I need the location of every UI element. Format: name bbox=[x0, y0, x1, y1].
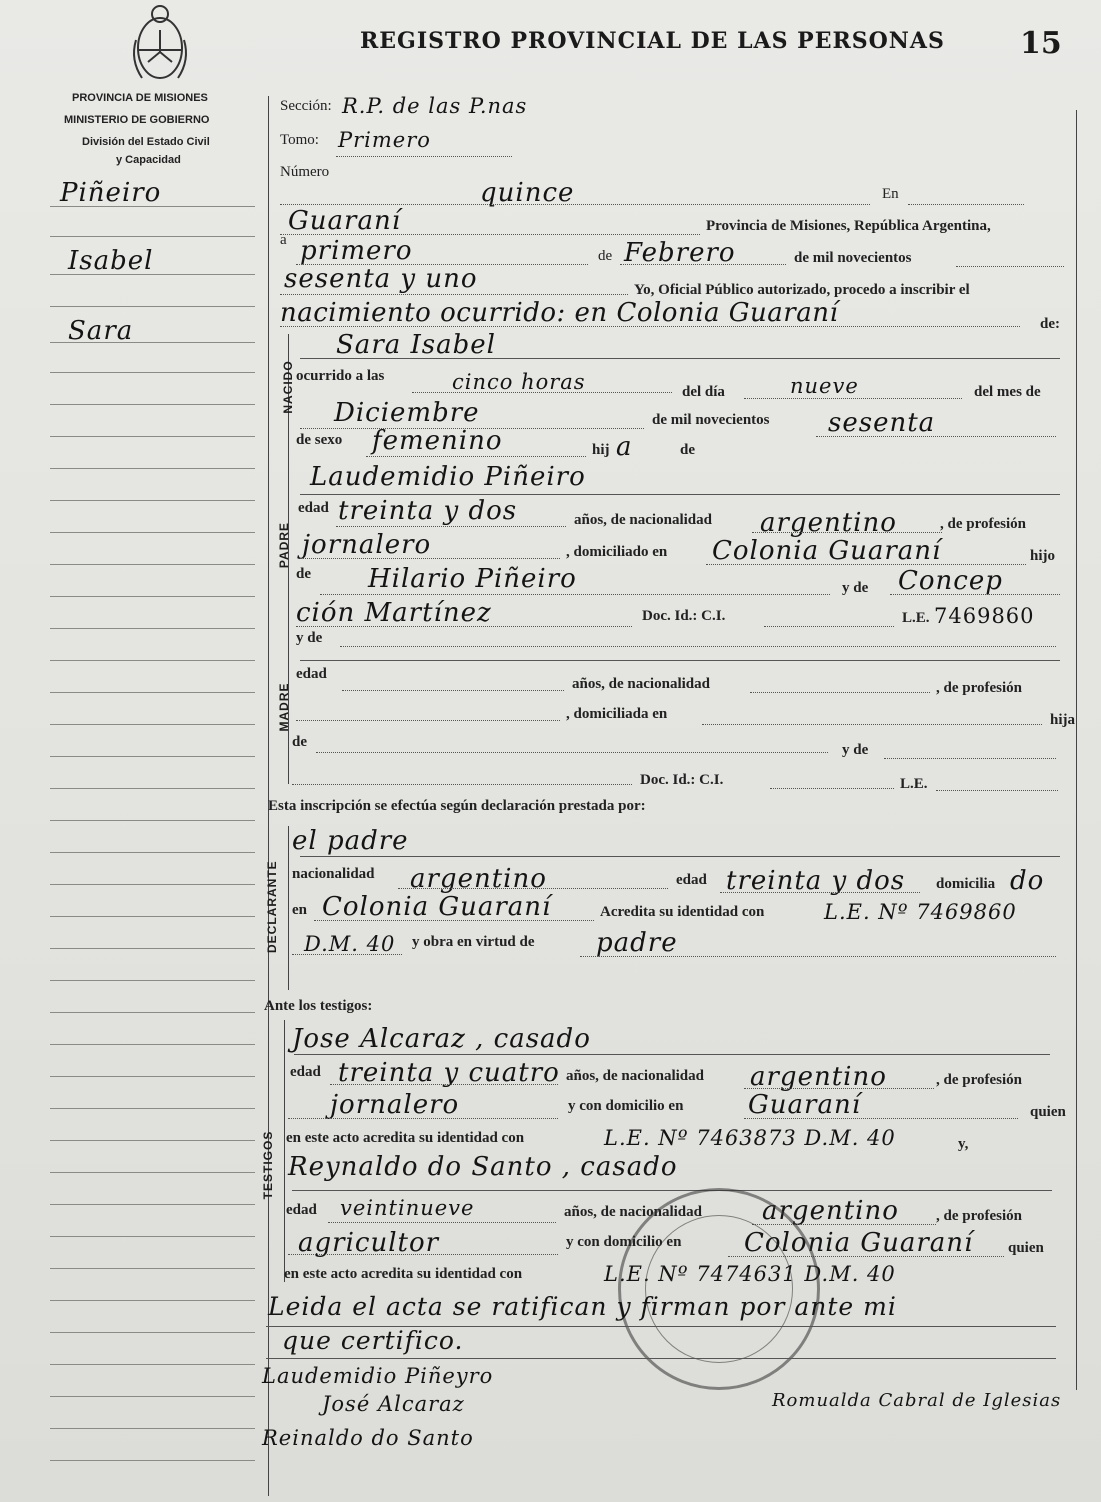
margin-name-2: Sara bbox=[68, 316, 134, 346]
madre-le-label: L.E. bbox=[900, 776, 928, 792]
padre-padre-de: Hilario Piñeiro bbox=[368, 564, 577, 594]
declarante-acredita-label: Acredita su identidad con bbox=[600, 904, 765, 920]
declarante-dom-label: domicilia bbox=[936, 876, 996, 892]
fecha-dia-value: primero bbox=[300, 236, 413, 266]
padre-nombre: Laudemidio Piñeiro bbox=[310, 462, 586, 492]
del-mes-label: del mes de bbox=[974, 384, 1041, 400]
declarante-dom-suffix: do bbox=[1010, 866, 1045, 896]
ocurrido-label: ocurrido a las bbox=[296, 368, 385, 384]
right-border bbox=[1076, 110, 1077, 1390]
madre-y-de2-label: y de bbox=[842, 742, 869, 758]
fecha-mes-value: Febrero bbox=[624, 238, 736, 268]
declarante-edad-value: treinta y dos bbox=[726, 866, 906, 896]
padre-nac-value: argentino bbox=[760, 508, 897, 538]
numero-label: Número bbox=[280, 164, 330, 180]
nacido-nombre: Sara Isabel bbox=[336, 330, 496, 360]
testigo2-edad-label: edad bbox=[286, 1202, 317, 1218]
nacido-section-label: NACIDO bbox=[281, 360, 295, 414]
padre-anios-label: años, de nacionalidad bbox=[574, 512, 712, 528]
dia-value: nueve bbox=[790, 374, 859, 398]
declarante-en-value: Colonia Guaraní bbox=[322, 892, 552, 922]
padre-dom-label: , domiciliado en bbox=[566, 544, 668, 560]
madre-anios-label: años, de nacionalidad bbox=[572, 676, 710, 692]
padre-madre-de-1: Concep bbox=[898, 566, 1003, 596]
padre-edad-label: edad bbox=[298, 500, 329, 516]
testigo1-dom: Guaraní bbox=[748, 1090, 862, 1120]
declarante-nombre: el padre bbox=[292, 826, 409, 856]
hij-label: hij bbox=[592, 442, 610, 458]
lugar-value: Guaraní bbox=[288, 206, 402, 236]
madre-de-label: de bbox=[292, 734, 307, 750]
acto-value: nacimiento ocurrido: en Colonia Guaraní bbox=[280, 298, 839, 328]
hij-de-label: de bbox=[680, 442, 695, 458]
testigo2-anios-label: años, de nacionalidad bbox=[564, 1204, 702, 1220]
padre-section-label: PADRE bbox=[277, 521, 291, 569]
numero-value: quince bbox=[480, 178, 575, 208]
testigo1-dom-label: y con domicilio en bbox=[568, 1098, 684, 1114]
testigo1-doc: L.E. Nº 7463873 D.M. 40 bbox=[604, 1126, 896, 1150]
testigo1-anios-label: años, de nacionalidad bbox=[566, 1068, 704, 1084]
anio-value: sesenta bbox=[828, 408, 936, 438]
madre-doc-label: Doc. Id.: C.I. bbox=[640, 772, 724, 788]
margin-surname: Piñeiro bbox=[60, 178, 162, 208]
padre-y-de-label: y de bbox=[842, 580, 869, 596]
yo-oficial-text: Yo, Oficial Público autorizado, procedo a inscribir el bbox=[634, 282, 970, 298]
testigo1-quien-label: quien bbox=[1030, 1104, 1066, 1120]
declarante-en-label: en bbox=[292, 902, 307, 918]
madre-hija-label: hija bbox=[1050, 712, 1076, 728]
signature-padre: Laudemidio Piñeyro bbox=[262, 1364, 494, 1388]
padre-de-label: de bbox=[296, 566, 311, 582]
testigo1-edad-label: edad bbox=[290, 1064, 321, 1080]
declarante-obra-value: padre bbox=[596, 928, 678, 958]
closing-line-1: Leida el acta se ratifican y firman por ante mi bbox=[268, 1292, 897, 1321]
closing-line-2: que certifico. bbox=[282, 1326, 464, 1355]
declarante-edad-label: edad bbox=[676, 872, 707, 888]
padre-le-value: 7469860 bbox=[934, 604, 1035, 628]
madre-dom-label: , domiciliada en bbox=[566, 706, 668, 722]
hora-value: cinco horas bbox=[452, 370, 586, 394]
org-line-2: MINISTERIO DE GOBIERNO bbox=[64, 114, 210, 126]
padre-dom-value: Colonia Guaraní bbox=[712, 536, 942, 566]
padre-hijo-label: hijo bbox=[1030, 548, 1056, 564]
testigo2-edad: veintinueve bbox=[340, 1196, 475, 1220]
testigo2-doc: L.E. Nº 7474631 D.M. 40 bbox=[604, 1262, 896, 1286]
signature-testigo-2: Reinaldo do Santo bbox=[262, 1426, 474, 1450]
testigo1-prof-label: , de profesión bbox=[936, 1072, 1022, 1088]
declarante-dm-value: D.M. 40 bbox=[304, 932, 396, 956]
declarante-acredita-value: L.E. Nº 7469860 bbox=[824, 900, 1017, 924]
mil-novecientos-text: de mil novecientos bbox=[794, 250, 912, 266]
testigo2-nombre: Reynaldo do Santo , casado bbox=[288, 1152, 678, 1182]
hij-value: a bbox=[616, 432, 633, 462]
testigo1-acredita-label: en este acto acredita su identidad con bbox=[286, 1130, 525, 1146]
margin-name-1: Isabel bbox=[68, 246, 154, 276]
testigo2-quien-label: quien bbox=[1008, 1240, 1044, 1256]
padre-prof-label: , de profesión bbox=[940, 516, 1026, 532]
testigo1-nac: argentino bbox=[750, 1062, 887, 1092]
fecha-de-label: de bbox=[598, 248, 613, 264]
fecha-anio-value: sesenta y uno bbox=[284, 264, 478, 294]
declarante-obra-label: y obra en virtud de bbox=[412, 934, 535, 950]
testigo1-y-label: y, bbox=[958, 1136, 969, 1152]
mes-value: Diciembre bbox=[334, 398, 480, 428]
org-line-4: y Capacidad bbox=[116, 154, 181, 166]
a-label: a bbox=[280, 232, 287, 248]
declarante-nac-value: argentino bbox=[410, 864, 547, 894]
declarante-section-label: DECLARANTE bbox=[265, 860, 279, 953]
mil-novecientos-label: de mil novecientos bbox=[652, 412, 770, 428]
testigo2-dom: Colonia Guaraní bbox=[744, 1228, 974, 1258]
declarante-nac-label: nacionalidad bbox=[292, 866, 375, 882]
madre-section-label: MADRE bbox=[277, 682, 291, 732]
testigo2-prof-label: , de profesión bbox=[936, 1208, 1022, 1224]
padre-doc-label: Doc. Id.: C.I. bbox=[642, 608, 726, 624]
page-number: 15 bbox=[1020, 26, 1062, 61]
coat-of-arms-icon bbox=[128, 0, 192, 84]
madre-edad-label: edad bbox=[296, 666, 327, 682]
tomo-label: Tomo: bbox=[280, 132, 319, 148]
madre-prof-label: , de profesión bbox=[936, 680, 1022, 696]
sexo-label: de sexo bbox=[296, 432, 343, 448]
en-label: En bbox=[882, 186, 899, 202]
padre-madre-de-2: ción Martínez bbox=[296, 598, 492, 628]
provincia-text: Provincia de Misiones, República Argentina, bbox=[706, 218, 991, 234]
org-line-1: PROVINCIA DE MISIONES bbox=[72, 92, 208, 104]
signature-testigo-1: José Alcaraz bbox=[322, 1392, 465, 1416]
testigo2-dom-label: y con domicilio en bbox=[566, 1234, 682, 1250]
padre-le-label: L.E. bbox=[902, 610, 930, 626]
testigos-section-label: TESTIGOS bbox=[261, 1130, 275, 1200]
testigo2-prof: agricultor bbox=[298, 1228, 440, 1258]
padre-edad-value: treinta y dos bbox=[338, 496, 518, 526]
org-line-3: División del Estado Civil bbox=[82, 136, 210, 148]
signature-oficial: Romualda Cabral de Iglesias bbox=[772, 1390, 1062, 1411]
testigos-intro: Ante los testigos: bbox=[264, 998, 373, 1014]
de-colon-label: de: bbox=[1040, 316, 1060, 332]
seccion-value: R.P. de las P.nas bbox=[342, 94, 528, 118]
tomo-value: Primero bbox=[338, 128, 431, 152]
page-title: REGISTRO PROVINCIAL DE LAS PERSONAS bbox=[360, 28, 945, 54]
testigo1-prof: jornalero bbox=[330, 1090, 460, 1120]
seccion-label: Sección: bbox=[280, 98, 332, 114]
margin-divider bbox=[268, 96, 269, 1496]
padre-prof-value: jornalero bbox=[302, 530, 432, 560]
testigo2-nac: argentino bbox=[762, 1196, 899, 1226]
del-dia-label: del día bbox=[682, 384, 725, 400]
testigo1-edad: treinta y cuatro bbox=[338, 1058, 560, 1088]
madre-y-de-label: y de bbox=[296, 630, 323, 646]
testigo1-nombre: Jose Alcaraz , casado bbox=[292, 1024, 591, 1054]
declaracion-intro: Esta inscripción se efectúa según declaración prestada por: bbox=[268, 798, 646, 814]
official-seal-stamp bbox=[618, 1188, 820, 1390]
testigo2-acredita-label: en este acto acredita su identidad con bbox=[284, 1266, 523, 1282]
sexo-value: femenino bbox=[372, 426, 503, 456]
